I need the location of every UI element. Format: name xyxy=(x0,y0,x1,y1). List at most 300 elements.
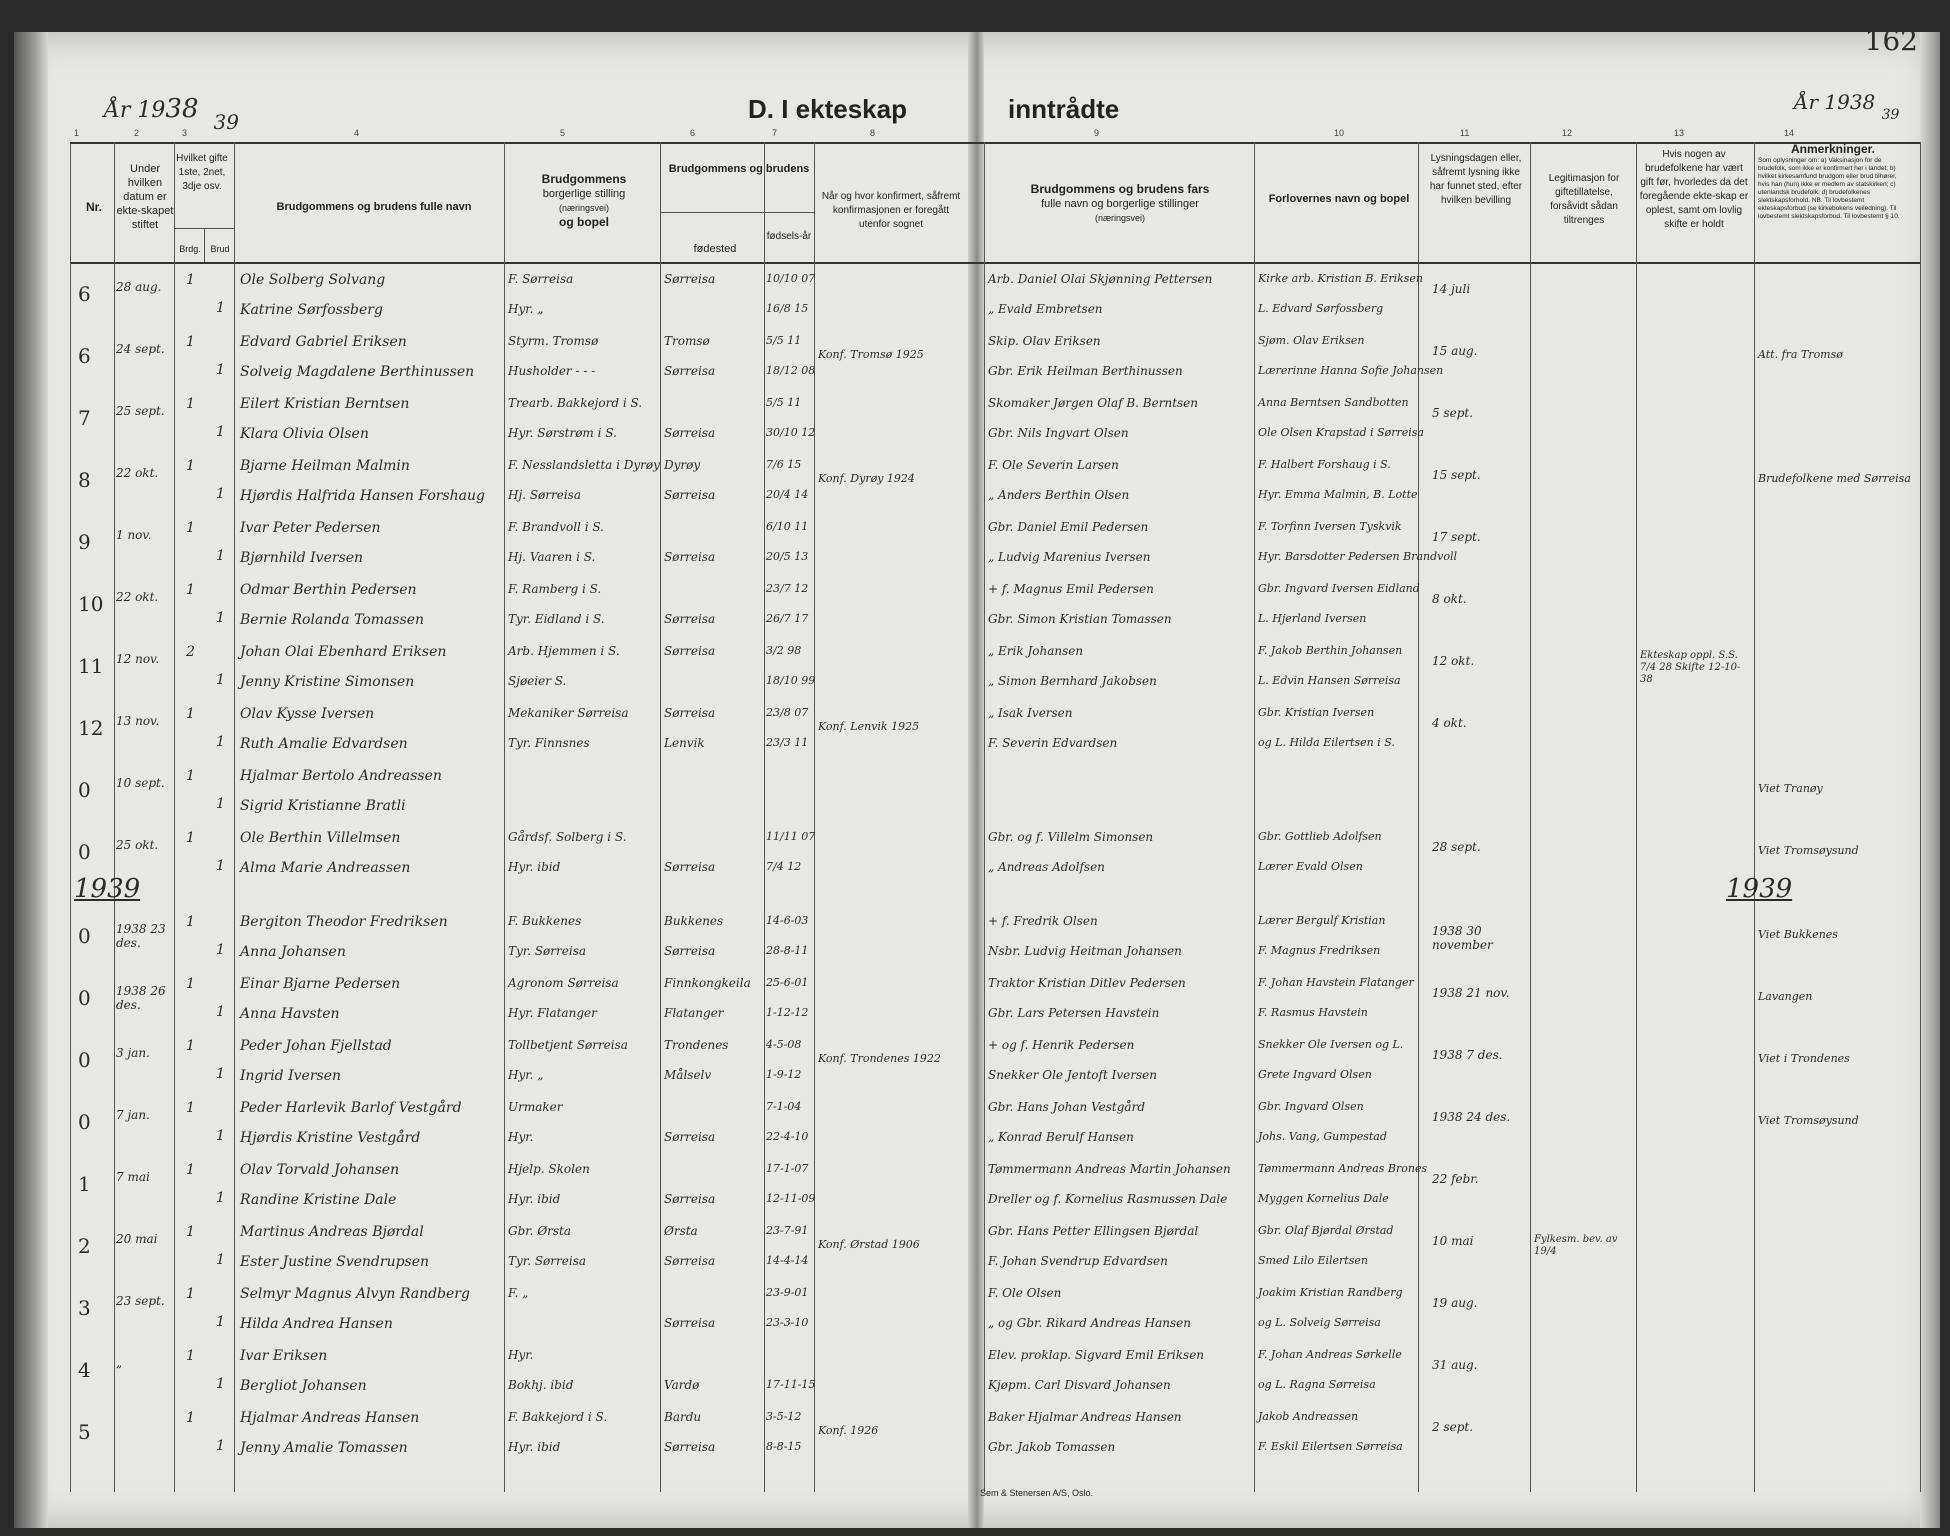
bride-father: Nsbr. Ludvig Heitman Johansen xyxy=(988,944,1182,958)
groom-birth-year: 10/10 07 xyxy=(766,272,816,285)
bride-name: Jenny Kristine Simonsen xyxy=(240,674,415,690)
banns-date: 1938 24 des. xyxy=(1432,1110,1511,1124)
groom-father: Gbr. og f. Villelm Simonsen xyxy=(988,830,1154,844)
wedding-date: 25 okt. xyxy=(116,838,159,852)
bride-birthplace: Sørreisa xyxy=(664,1254,716,1268)
gifte-brud: 1 xyxy=(216,1066,225,1082)
entry-number: 12 xyxy=(78,716,104,740)
bride-name: Solveig Magdalene Berthinussen xyxy=(240,364,475,380)
left-year-label: År 19 xyxy=(104,98,166,123)
bride-birth-year: 1-12-12 xyxy=(766,1006,809,1019)
groom-position: Urmaker xyxy=(508,1100,563,1114)
gifte-brud: 1 xyxy=(216,1314,225,1330)
entry-number: 3 xyxy=(78,1296,91,1320)
groom-birthplace: Tromsø xyxy=(664,334,710,348)
bride-birth-year: 18/12 08 xyxy=(766,364,816,377)
groom-position: F. Bakkejord i S. xyxy=(508,1410,608,1424)
bride-position: Hyr. Flatanger xyxy=(508,1006,597,1020)
entry-number: 0 xyxy=(78,840,91,864)
witness-1: Gbr. Gottlieb Adolfsen xyxy=(1258,830,1382,843)
bride-birth-year: 18/10 99 xyxy=(766,674,816,687)
banns-date: 15 aug. xyxy=(1432,344,1478,358)
table-row xyxy=(14,644,1940,706)
bride-name: Bergliot Johansen xyxy=(240,1378,367,1394)
header-fodested: fødested xyxy=(693,243,737,255)
bride-birthplace: Målselv xyxy=(664,1068,712,1082)
groom-name: Johan Olai Ebenhard Eriksen xyxy=(240,644,447,660)
bride-name: Hjørdis Halfrida Hansen Forshaug xyxy=(240,488,485,504)
sub-header-rule xyxy=(660,212,814,213)
groom-father: „ Erik Johansen xyxy=(988,644,1084,658)
gifte-brud: 1 xyxy=(216,300,225,316)
witness-2: og L. Hilda Eilertsen i S. xyxy=(1258,736,1395,749)
table-row xyxy=(14,582,1940,644)
groom-position: Mekaniker Sørreisa xyxy=(508,706,629,720)
groom-position: Gårdsf. Solberg i S. xyxy=(508,830,627,844)
right-year xyxy=(1794,90,1900,123)
remarks: Att. fra Tromsø xyxy=(1758,348,1843,361)
header-stilling-1: Brudgommens xyxy=(541,172,627,186)
bride-birth-year: 28-8-11 xyxy=(766,944,809,957)
gifte-brud: 1 xyxy=(216,796,225,812)
entry-number: 11 xyxy=(78,654,104,678)
bride-name: Alma Marie Andreassen xyxy=(240,860,411,876)
banns-date: 2 sept. xyxy=(1432,1420,1474,1434)
header-forlovere: Forlovernes navn og bopel xyxy=(1268,193,1410,205)
gifte-brdg: 1 xyxy=(186,830,195,846)
bride-birth-year: 26/7 17 xyxy=(766,612,809,625)
table-row xyxy=(14,830,1940,892)
banns-date: 17 sept. xyxy=(1432,530,1481,544)
bride-name: Hjørdis Kristine Vestgård xyxy=(240,1130,421,1146)
bride-name: Bernie Rolanda Tomassen xyxy=(240,612,425,628)
entry-number: 2 xyxy=(78,1234,91,1258)
bride-father: Gbr. Nils Ingvart Olsen xyxy=(988,426,1129,440)
gifte-brdg: 1 xyxy=(186,1038,195,1054)
witness-1: F. Torfinn Iversen Tyskvik xyxy=(1258,520,1402,533)
table-row xyxy=(14,1038,1940,1100)
entry-number: 7 xyxy=(78,406,91,430)
groom-father: F. Ole Olsen xyxy=(988,1286,1062,1300)
witness-2: Ole Olsen Krapstad i Sørreisa xyxy=(1258,426,1424,439)
gifte-brud: 1 xyxy=(216,610,225,626)
table-row xyxy=(14,1224,1940,1286)
witness-1: F. Johan Havstein Flatanger xyxy=(1258,976,1414,989)
witness-2: Smed Lilo Eilertsen xyxy=(1258,1254,1368,1267)
groom-father: Gbr. Daniel Emil Pedersen xyxy=(988,520,1149,534)
banns-date: 1938 7 des. xyxy=(1432,1048,1503,1062)
entry-number: 6 xyxy=(78,344,91,368)
bride-name: Ester Justine Svendrupsen xyxy=(240,1254,430,1270)
bride-position: Hj. Vaaren i S. xyxy=(508,550,596,564)
groom-position: Arb. Hjemmen i S. xyxy=(508,644,620,658)
groom-birthplace: Sørreisa xyxy=(664,706,716,720)
header-brudens: Brudgommens og brudens xyxy=(668,163,810,175)
groom-name: Olav Torvald Johansen xyxy=(240,1162,400,1178)
groom-position: F. Sørreisa xyxy=(508,272,574,286)
witness-1: Kirke arb. Kristian B. Eriksen xyxy=(1258,272,1424,285)
wedding-date: 1 nov. xyxy=(116,528,152,542)
column-number: 1 xyxy=(74,128,80,138)
bride-birthplace: Sørreisa xyxy=(664,550,716,564)
bride-name: Randine Kristine Dale xyxy=(240,1192,397,1208)
header-names: Brudgommens og brudens fulle navn xyxy=(276,201,472,213)
groom-birthplace: Ørsta xyxy=(664,1224,698,1238)
entry-number: 1 xyxy=(78,1172,91,1196)
bride-birthplace: Sørreisa xyxy=(664,364,716,378)
witness-2: Lærerinne Hanna Sofie Johansen xyxy=(1258,364,1444,377)
witness-1: F. Halbert Forshaug i S. xyxy=(1258,458,1391,471)
column-number: 12 xyxy=(1562,128,1573,138)
bride-birthplace: Sørreisa xyxy=(664,944,716,958)
groom-father: Arb. Daniel Olai Skjønning Pettersen xyxy=(988,272,1213,286)
groom-father: Traktor Kristian Ditlev Pedersen xyxy=(988,976,1186,990)
witness-1: Sjøm. Olav Eriksen xyxy=(1258,334,1365,347)
entry-number: 0 xyxy=(78,924,91,948)
gifte-brud: 1 xyxy=(216,734,225,750)
bride-name: Ruth Amalie Edvardsen xyxy=(240,736,408,752)
bride-father: Gbr. Erik Heilman Berthinussen xyxy=(988,364,1183,378)
gifte-brdg: 1 xyxy=(186,976,195,992)
groom-name: Odmar Berthin Pedersen xyxy=(240,582,417,598)
groom-father: Tømmermann Andreas Martin Johansen xyxy=(988,1162,1231,1176)
groom-birth-year: 7-1-04 xyxy=(766,1100,802,1113)
witness-2: L. Edvin Hansen Sørreisa xyxy=(1258,674,1401,687)
wedding-date: 22 okt. xyxy=(116,590,159,604)
groom-position: Tollbetjent Sørreisa xyxy=(508,1038,628,1052)
header-fars-1: Brudgommens og brudens fars xyxy=(1030,182,1210,196)
witness-2: og L. Solveig Sørreisa xyxy=(1258,1316,1381,1329)
table-row xyxy=(14,976,1940,1038)
bride-birth-year: 23-3-10 xyxy=(766,1316,809,1329)
gifte-brud: 1 xyxy=(216,424,225,440)
page-number: 162 xyxy=(1864,24,1918,57)
groom-birth-year: 5/5 11 xyxy=(766,396,802,409)
groom-birthplace: Sørreisa xyxy=(664,272,716,286)
remarks: Lavangen xyxy=(1758,990,1813,1003)
witness-1: Gbr. Kristian Iversen xyxy=(1258,706,1375,719)
groom-birthplace: Finnkongkeila xyxy=(664,976,751,990)
groom-father: Skip. Olav Eriksen xyxy=(988,334,1101,348)
bride-position: Hyr. ibid xyxy=(508,1440,561,1454)
bride-name: Klara Olivia Olsen xyxy=(240,426,369,442)
witness-2: L. Hjerland Iversen xyxy=(1258,612,1367,625)
groom-name: Ivar Eriksen xyxy=(240,1348,328,1364)
bride-birth-year: 16/8 15 xyxy=(766,302,809,315)
groom-father: Gbr. Hans Johan Vestgård xyxy=(988,1100,1145,1114)
bride-birthplace: Sørreisa xyxy=(664,1440,716,1454)
sub-column-rule xyxy=(764,228,765,262)
gifte-brdg: 1 xyxy=(186,706,195,722)
gifte-brud: 1 xyxy=(216,672,225,688)
wedding-date: 28 aug. xyxy=(116,280,162,294)
banns-date: 5 sept. xyxy=(1432,406,1474,420)
bride-birthplace: Sørreisa xyxy=(664,612,716,626)
groom-position: F. Ramberg i S. xyxy=(508,582,602,596)
remarks: Viet i Trondenes xyxy=(1758,1052,1850,1065)
wedding-date: 25 sept. xyxy=(116,404,165,418)
bride-position: Tyr. Sørreisa xyxy=(508,1254,586,1268)
witness-2: L. Edvard Sørfossberg xyxy=(1258,302,1384,315)
bride-father: „ og Gbr. Rikard Andreas Hansen xyxy=(988,1316,1191,1330)
header-top-rule xyxy=(70,142,1920,144)
printer-imprint: Sem & Stenersen A/S, Oslo. xyxy=(980,1488,1094,1498)
groom-birth-year: 4-5-08 xyxy=(766,1038,802,1051)
header-stilling-3: (næringsvei) xyxy=(558,203,609,213)
banns-date: 22 febr. xyxy=(1432,1172,1479,1186)
bride-father: „ Konrad Berulf Hansen xyxy=(988,1130,1134,1144)
bride-name: Anna Johansen xyxy=(240,944,346,960)
gifte-brdg: 1 xyxy=(186,334,195,350)
bride-name: Jenny Amalie Tomassen xyxy=(240,1440,408,1456)
wedding-date: 7 mai xyxy=(116,1170,150,1184)
entry-number: 5 xyxy=(78,1420,91,1444)
bride-birth-year: 17-11-15 xyxy=(766,1378,816,1391)
header-fars-3: (næringsvei) xyxy=(1094,213,1145,223)
bride-position: Hyr. xyxy=(508,1130,534,1144)
groom-name: Peder Johan Fjellstad xyxy=(240,1038,392,1054)
table-row xyxy=(14,1348,1940,1410)
groom-birth-year: 23-9-01 xyxy=(766,1286,809,1299)
groom-birth-year: 14-6-03 xyxy=(766,914,809,927)
entry-number: 0 xyxy=(78,986,91,1010)
table-row xyxy=(14,1410,1940,1472)
bride-position: Husholder - - - xyxy=(508,364,596,378)
groom-birth-year: 25-6-01 xyxy=(766,976,809,989)
bride-position: Hyr. „ xyxy=(508,302,544,316)
gifte-brdg: 1 xyxy=(186,582,195,598)
header-fodselsaar: fødsels-år xyxy=(766,231,812,242)
bride-father: Gbr. Simon Kristian Tomassen xyxy=(988,612,1172,626)
year-marker-left: 1939 xyxy=(74,874,141,904)
banns-date: 28 sept. xyxy=(1432,840,1481,854)
bride-father: „ Ludvig Marenius Iversen xyxy=(988,550,1151,564)
gifte-brud: 1 xyxy=(216,1438,225,1454)
bride-name: Katrine Sørfossberg xyxy=(240,302,383,318)
witness-1: Gbr. Olaf Bjørdal Ørstad xyxy=(1258,1224,1394,1237)
banns-date: 1938 21 nov. xyxy=(1432,986,1510,1000)
groom-birth-year: 11/11 07 xyxy=(766,830,816,843)
header-fars xyxy=(990,182,1250,225)
entry-number: 0 xyxy=(78,778,91,802)
page-title-left: D. I ekteskap xyxy=(748,94,907,124)
banns-date: 10 mai xyxy=(1432,1234,1474,1248)
header-anmerkninger xyxy=(1758,142,1908,221)
bride-position: Tyr. Finnsnes xyxy=(508,736,590,750)
wedding-date: 7 jan. xyxy=(116,1108,150,1122)
bride-name: Hilda Andrea Hansen xyxy=(240,1316,393,1332)
bride-birthplace: Sørreisa xyxy=(664,860,716,874)
bride-name: Anna Havsten xyxy=(240,1006,340,1022)
header-legitimasjon: Legitimasjon for giftetillatelse, forsåvidt sådan tiltrenges xyxy=(1548,173,1620,226)
groom-name: Ole Berthin Villelmsen xyxy=(240,830,401,846)
header-stilling xyxy=(514,172,654,230)
bride-birth-year: 7/4 12 xyxy=(766,860,802,873)
witness-2: Hyr. Emma Malmin, B. Lotte xyxy=(1258,488,1418,501)
bride-position: Sjøeier S. xyxy=(508,674,567,688)
entry-number: 0 xyxy=(78,1048,91,1072)
gifte-brud: 1 xyxy=(216,1004,225,1020)
gifte-brdg: 1 xyxy=(186,1410,195,1426)
gifte-brdg: 1 xyxy=(186,1348,195,1364)
witness-1: Gbr. Ingvard Iversen Eidland xyxy=(1258,582,1420,595)
bride-father: Snekker Ole Jentoft Iversen xyxy=(988,1068,1157,1082)
groom-name: Bjarne Heilman Malmin xyxy=(240,458,410,474)
gifte-brdg: 1 xyxy=(186,768,195,784)
bride-birthplace: Sørreisa xyxy=(664,488,716,502)
column-number: 3 xyxy=(182,128,188,138)
groom-birth-year: 3/2 98 xyxy=(766,644,802,657)
bride-birth-year: 8-8-15 xyxy=(766,1440,802,1453)
bride-position: Hj. Sørreisa xyxy=(508,488,581,502)
groom-position: Hyr. xyxy=(508,1348,534,1362)
column-number: 6 xyxy=(690,128,696,138)
groom-position: Styrm. Tromsø xyxy=(508,334,599,348)
groom-name: Hjalmar Andreas Hansen xyxy=(240,1410,420,1426)
bride-position: Hyr. Sørstrøm i S. xyxy=(508,426,617,440)
column-number: 10 xyxy=(1334,128,1345,138)
gifte-brdg: 1 xyxy=(186,1162,195,1178)
bride-position: Tyr. Eidland i S. xyxy=(508,612,605,626)
gifte-brud: 1 xyxy=(216,1190,225,1206)
column-number: 2 xyxy=(134,128,140,138)
bride-father: Dreller og f. Kornelius Rasmussen Dale xyxy=(988,1192,1228,1206)
witness-1: Snekker Ole Iversen og L. xyxy=(1258,1038,1404,1051)
sub-column-rule xyxy=(204,228,205,262)
groom-name: Hjalmar Bertolo Andreassen xyxy=(240,768,442,784)
confirmation: Konf. Tromsø 1925 xyxy=(818,348,924,361)
remarks: Viet Tromsøysund xyxy=(1758,844,1859,857)
bride-father: Gbr. Lars Petersen Havstein xyxy=(988,1006,1160,1020)
groom-name: Selmyr Magnus Alvyn Randberg xyxy=(240,1286,470,1302)
header-tidligere: Hvis nogen av brudefolkene har vært gift før, hvorledes da det foregående ekte-skap er oplest, samt om lovlig skifte er holdt xyxy=(1639,149,1749,230)
gifte-brud: 1 xyxy=(216,858,225,874)
bride-name: Ingrid Iversen xyxy=(240,1068,341,1084)
groom-father: Gbr. Hans Petter Ellingsen Bjørdal xyxy=(988,1224,1199,1238)
table-row xyxy=(14,768,1940,830)
remarks: Viet Bukkenes xyxy=(1758,928,1838,941)
witness-1: Jakob Andreassen xyxy=(1258,1410,1359,1423)
witness-1: Lærer Bergulf Kristian xyxy=(1258,914,1386,927)
bride-father: „ Anders Berthin Olsen xyxy=(988,488,1130,502)
table-row xyxy=(14,706,1940,768)
header-datum: Under hvilken datum er ekte-skapet stiftet xyxy=(116,163,174,231)
bride-position: Bokhj. ibid xyxy=(508,1378,574,1392)
bride-birth-year: 20/5 13 xyxy=(766,550,809,563)
legitimation: Fylkesm. bev. av 19/4 xyxy=(1534,1234,1618,1257)
groom-position: F. Nesslandsletta i Dyrøy xyxy=(508,458,660,472)
bride-birth-year: 23/3 11 xyxy=(766,736,809,749)
groom-father: Elev. proklap. Sigvard Emil Eriksen xyxy=(988,1348,1205,1362)
header-anmerkninger-text: Som oplysninger om: a) Vaksinasjon for de brudefolk, som ikke er konfirmert her i landet; b) hvilket kirkesamfund brudgom eller brud tilhører, hvis han (hun) ikke er medlem av statskirken; c) utenlandsk brudefolk; d) brudefolkenes slektskapsforhold. NB. Til lovbestemt ekteskapsforbud (se kirkebokens veiledning). Til lovbestemt slektskapsforbud. Til lovbestemt § 10. xyxy=(1758,157,1900,220)
bride-birthplace: Vardø xyxy=(664,1378,700,1392)
groom-birth-year: 5/5 11 xyxy=(766,334,802,347)
wedding-date: 1938 26 des. xyxy=(116,984,166,1012)
table-row xyxy=(14,520,1940,582)
bride-birth-year: 14-4-14 xyxy=(766,1254,809,1267)
bride-position: Hyr. „ xyxy=(508,1068,544,1082)
banns-date: 15 sept. xyxy=(1432,468,1481,482)
remarks: Brudefolkene med Sørreisa xyxy=(1758,472,1911,485)
groom-father: Baker Hjalmar Andreas Hansen xyxy=(988,1410,1182,1424)
left-year-hand: 38 xyxy=(165,94,199,124)
witness-1: F. Jakob Berthin Johansen xyxy=(1258,644,1403,657)
table-row xyxy=(14,272,1940,334)
groom-name: Bergiton Theodor Fredriksen xyxy=(240,914,448,930)
bride-birth-year: 22-4-10 xyxy=(766,1130,809,1143)
entry-number: 8 xyxy=(78,468,91,492)
confirmation: Konf. 1926 xyxy=(818,1424,879,1437)
bride-birthplace: Lenvik xyxy=(664,736,705,750)
previous-marriage: Ekteskap oppl. S.S. 7/4 28 Skifte 12-10-38 xyxy=(1640,650,1741,685)
witness-2: Hyr. Barsdotter Pedersen Brandvoll xyxy=(1258,550,1458,563)
bride-birth-year: 1-9-12 xyxy=(766,1068,802,1081)
header-nr: Nr. xyxy=(85,200,102,214)
wedding-date: 1938 23 des. xyxy=(116,922,166,950)
remarks: Viet Tromsøysund xyxy=(1758,1114,1859,1127)
bride-position: Hyr. ibid xyxy=(508,860,561,874)
entry-number: 0 xyxy=(78,1110,91,1134)
banns-date: 8 okt. xyxy=(1432,592,1467,606)
bride-birthplace: Sørreisa xyxy=(664,1316,716,1330)
wedding-date: 24 sept. xyxy=(116,342,165,356)
confirmation: Konf. Ørstad 1906 xyxy=(818,1238,920,1251)
column-number: 13 xyxy=(1674,128,1685,138)
entry-number: 4 xyxy=(78,1358,91,1382)
gifte-brdg: 2 xyxy=(186,644,195,660)
column-number: 9 xyxy=(1094,128,1100,138)
table-row xyxy=(14,396,1940,458)
entry-number: 6 xyxy=(78,282,91,306)
header-stilling-2: borgerlige stilling xyxy=(542,188,626,200)
sub-header-rule xyxy=(174,228,234,229)
groom-name: Edvard Gabriel Eriksen xyxy=(240,334,407,350)
groom-birth-year: 23/8 07 xyxy=(766,706,809,719)
entry-number: 10 xyxy=(78,592,104,616)
header-konfirmert: Når og hvor konfirmert, såfremt konfirmasjonen er foregått utenfor sognet xyxy=(821,191,961,230)
witness-2: og L. Ragna Sørreisa xyxy=(1258,1378,1376,1391)
groom-birth-year: 17-1-07 xyxy=(766,1162,809,1175)
groom-father: „ Isak Iversen xyxy=(988,706,1073,720)
groom-name: Olav Kysse Iversen xyxy=(240,706,375,722)
bride-birth-year: 20/4 14 xyxy=(766,488,809,501)
gifte-brud: 1 xyxy=(216,1128,225,1144)
bride-name: Sigrid Kristianne Bratli xyxy=(240,798,406,814)
witness-2: Lærer Evald Olsen xyxy=(1258,860,1363,873)
table-row xyxy=(14,1162,1940,1224)
groom-father: Skomaker Jørgen Olaf B. Berntsen xyxy=(988,396,1198,410)
groom-name: Ivar Peter Pedersen xyxy=(240,520,381,536)
wedding-date: 23 sept. xyxy=(116,1294,165,1308)
gifte-brdg: 1 xyxy=(186,272,195,288)
left-year xyxy=(104,94,239,134)
groom-father: + f. Magnus Emil Pedersen xyxy=(988,582,1154,596)
banns-date: 4 okt. xyxy=(1432,716,1467,730)
column-number: 11 xyxy=(1460,128,1470,138)
header-lysning: Lysningsdagen eller, såfremt lysning ikke har funnet sted, efter hvilken bevilling xyxy=(1429,153,1523,206)
wedding-date: 20 mai xyxy=(116,1232,158,1246)
wedding-date: 10 sept. xyxy=(116,776,165,790)
witness-2: F. Eskil Eilertsen Sørreisa xyxy=(1258,1440,1403,1453)
table-row xyxy=(14,1286,1940,1348)
bride-name: Bjørnhild Iversen xyxy=(240,550,364,566)
table-row xyxy=(14,458,1940,520)
wedding-date: „ xyxy=(116,1356,123,1370)
confirmation: Konf. Trondenes 1922 xyxy=(818,1052,941,1065)
bride-birthplace: Flatanger xyxy=(664,1006,724,1020)
banns-date: 31 aug. xyxy=(1432,1358,1478,1372)
groom-position: F. Brandvoll i S. xyxy=(508,520,604,534)
